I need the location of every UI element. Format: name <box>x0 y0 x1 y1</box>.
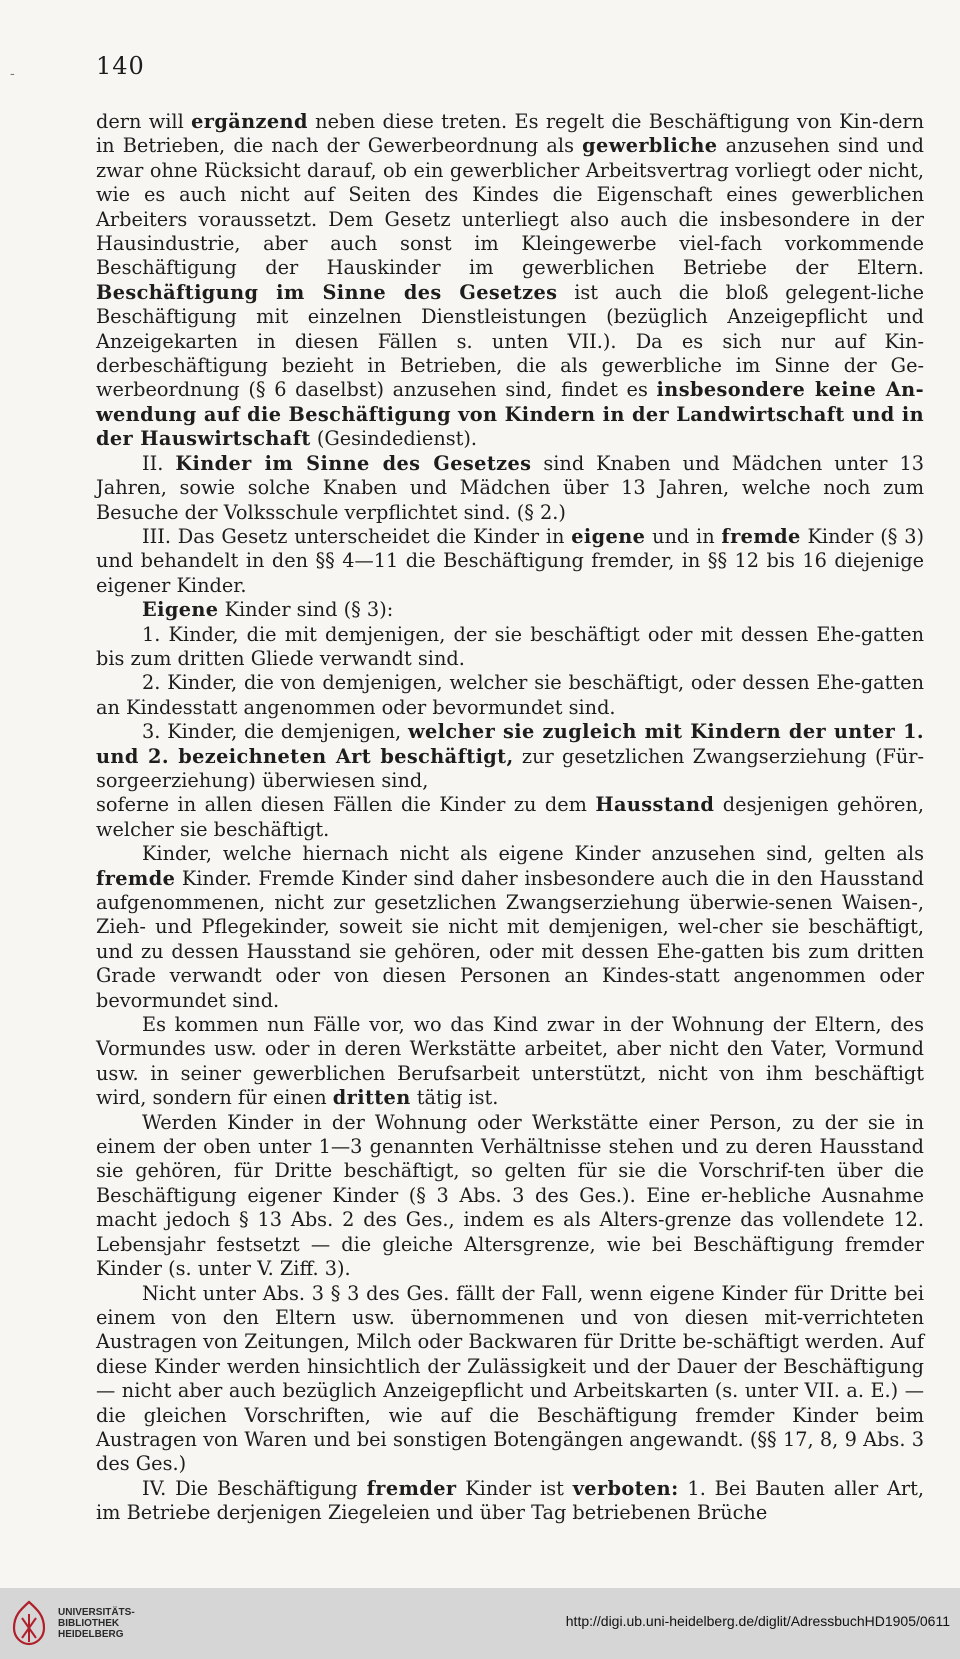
text-run: 1. Bei Bauten aller Art, im Betriebe derjenigen Ziegeleien und über Tag betriebenen Brüche <box>96 1476 925 1525</box>
paragraph <box>96 1477 924 1526</box>
text-run: Kinder, welche hiernach nicht als eigene Kinder anzusehen sind, gelten als <box>142 842 924 866</box>
paragraph <box>96 793 924 842</box>
emphasized-text: Eigene <box>142 598 219 622</box>
text-run: 1. Kinder, die mit demjenigen, der sie beschäftigt oder mit dessen Ehe-gatten bis zum dritten Gliede verwandt sind. <box>96 622 924 670</box>
emphasized-text: Kinder im Sinne des Gesetzes <box>175 451 532 475</box>
margin-mark: - <box>10 66 15 82</box>
library-name-line-3: HEIDELBERG <box>58 1629 124 1640</box>
paragraph <box>96 671 924 720</box>
paragraph <box>96 842 924 1013</box>
paragraph <box>96 1111 924 1282</box>
emphasized-text: fremder <box>366 1476 457 1500</box>
emphasized-text: eigene <box>571 524 646 548</box>
emphasized-text: dritten <box>332 1086 411 1110</box>
text-run: Nicht unter Abs. 3 § 3 des Ges. fällt der Fall, wenn eigene Kinder für Dritte bei einem von den Eltern usw. übernommenen und von diesen mit-verrichteten Austragen von Zeitungen, Milch oder Backwaren für Dritte be-schäftigt werden. Auf diese Kinder werden hinsichtlich der Zulässigkeit und der Dauer der Beschäftigung — nicht aber auch bezüglich Anzeigepflicht und Arbeitskarten (s. unter VII. a. E.) — die gleichen Vorschriften, wie auf die Beschäftigung fremder Kinder beim Austragen von Waren und bei sonstigen Botengängen angewandt. (§§ 17, 8, 9 Abs. 3 des Ges.) <box>96 1281 924 1476</box>
text-run: Kinder (§ 3) und behandelt in den §§ 4—11 die Beschäftigung fremder, in §§ 12 bis 16 diejenige eigener Kinder. <box>96 524 924 597</box>
paragraph <box>96 1013 924 1111</box>
paragraph <box>96 525 924 598</box>
text-run: sind Knaben und Mädchen unter 13 Jahren, sowie solche Knaben und Mädchen über 13 Jahren, welche noch zum Besuche der Volksschule verpflichtet sind. (§ 2.) <box>96 451 924 524</box>
text-run: dern will <box>96 110 192 133</box>
library-name <box>58 1607 135 1640</box>
text-run: II. <box>142 451 176 475</box>
emphasized-text: verboten: <box>572 1476 679 1500</box>
text-run: Es kommen nun Fälle vor, wo das Kind zwar in der Wohnung der Eltern, des Vormundes usw. oder in deren Werkstätte arbeitet, aber nicht den Vater, Vormund usw. in seiner gewerblichen Berufsarbeit unterstützt, nicht von ihm beschäftigt wird, sondern für einen <box>96 1013 924 1110</box>
text-run: desjenigen gehören, welcher sie beschäftigt. <box>96 793 925 841</box>
text-run: soferne in allen diesen Fällen die Kinder zu dem <box>96 793 596 817</box>
text-run: III. Das Gesetz unterscheidet die Kinder in <box>142 524 572 548</box>
text-run: IV. Die Beschäftigung <box>142 1476 367 1500</box>
text-run: Kinder ist <box>456 1476 573 1500</box>
paragraph <box>96 110 924 452</box>
paragraph <box>96 623 924 672</box>
text-run: Werden Kinder in der Wohnung oder Werkstätte einer Person, zu der sie in einem der oben unter 1—3 genannten Verhältnisse stehen und zu deren Hausstand sie gehören, für Dritte beschäftigt, so gelten für sie die Vorschrif-ten über die Beschäftigung eigener Kinder (§ 3 Abs. 3 des Ges.). Eine er-hebliche Ausnahme macht jedoch § 13 Abs. 2 des Ges., indem es als Alters-grenze das vollendete 12. Lebensjahr festsetzt — die gleiche Altersgrenze, wie bei Beschäftigung fremder Kinder (s. unter V. Ziff. 3). <box>96 1110 924 1281</box>
page-number: 140 <box>96 52 145 80</box>
library-name-line-2: BIBLIOTHEK <box>58 1618 120 1629</box>
text-run: anzusehen sind und zwar ohne Rücksicht darauf, ob ein gewerblicher Arbeitsvertrag vorliegt oder nicht, wie es auch nicht auf Seiten des Kindes die Eigenschaft eines gewerblichen Arbeiters voraussetzt. Dem Gesetz unterliegt also auch die insbesondere in der Hausindustrie, aber auch sonst im Kleingewerbe viel-fach vorkommende Beschäftigung der Hauskinder im gewerblichen Betriebe der Eltern. <box>96 134 924 280</box>
emphasized-text: insbesondere keine An-wendung auf die Beschäftigung von Kindern in der Landwirtschaft und in der Hauswirtschaft <box>96 378 924 451</box>
source-url-link[interactable]: http://digi.ub.uni-heidelberg.de/diglit/AdressbuchHD1905/0611 <box>565 1613 950 1629</box>
emphasized-text: Beschäftigung im Sinne des Gesetzes <box>96 280 558 304</box>
library-name-line-1: UNIVERSITÄTS- <box>58 1607 135 1618</box>
emphasized-text: ergänzend <box>191 110 308 133</box>
text-run: 2. Kinder, die von demjenigen, welcher sie beschäftigt, oder dessen Ehe-gatten an Kindesstatt angenommen oder bevormundet sind. <box>96 671 924 719</box>
emphasized-text: gewerbliche <box>582 134 718 158</box>
text-run: tätig ist. <box>410 1086 499 1110</box>
paragraph <box>96 598 924 622</box>
body-text <box>96 110 924 1526</box>
text-run: Kinder sind (§ 3): <box>218 598 394 622</box>
emphasized-text: fremde <box>96 866 176 890</box>
emphasized-text: welcher sie zugleich mit Kindern der unter 1. und 2. bezeichneten Art beschäftigt, <box>96 720 924 768</box>
text-run: und in <box>645 524 722 548</box>
university-seal-icon <box>8 1600 50 1646</box>
text-run: (Gesindedienst). <box>310 427 478 451</box>
text-run: ist auch die bloß gelegent-liche Beschäftigung mit einzelnen Dienstleistungen (bezüglich Anzeigepflicht und Anzeigekarten in diesen Fällen s. unten VII.). Da es sich nur auf Kin-derbeschäftigung bezieht in Betrieben, die als gewerbliche im Sinne der Ge-werbeordnung (§ 6 daselbst) anzusehen sind, findet es <box>96 280 924 402</box>
text-run: neben diese treten. Es regelt die Beschäftigung von Kin-dern in Betrieben, die nach der Gewerbeordnung als <box>96 110 924 158</box>
text-run: 3. Kinder, die demjenigen, <box>142 720 408 744</box>
emphasized-text: fremde <box>721 524 801 548</box>
emphasized-text: Hausstand <box>595 793 715 817</box>
text-run: zur gesetzlichen Zwangserziehung (Für-sorgeerziehung) überwiesen sind, <box>96 744 924 792</box>
paragraph <box>96 1282 924 1477</box>
paragraph <box>96 720 924 793</box>
paragraph <box>96 452 924 525</box>
footer-bar <box>0 1588 960 1659</box>
text-run: Kinder. Fremde Kinder sind daher insbesondere auch die in den Hausstand aufgenommenen, nicht zur gesetzlichen Zwangserziehung überwie-senen Waisen-, Zieh- und Pflegekinder, soweit sie nicht mit demjenigen, wel-cher sie beschäftigt, und zu dessen Hausstand sie gehören, oder mit dessen Ehe-gatten bis zum dritten Grade verwandt oder von diesen Personen an Kindes-statt angenommen oder bevormundet sind. <box>96 866 924 1012</box>
